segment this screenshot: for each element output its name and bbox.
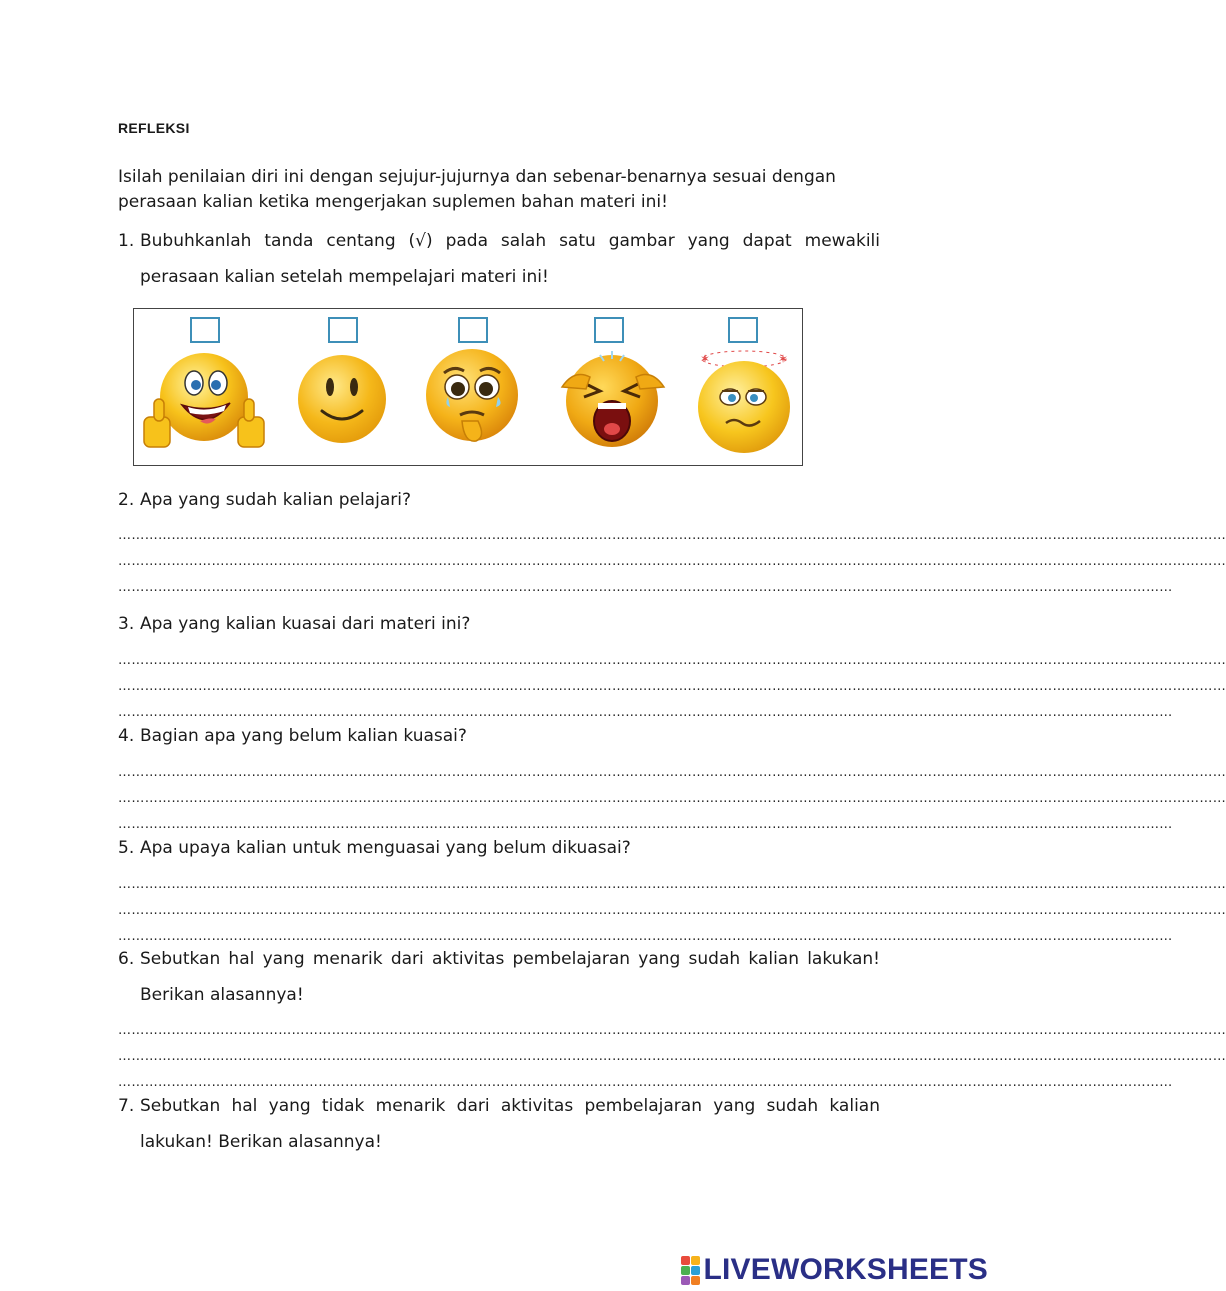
- checkbox-very-happy[interactable]: [190, 317, 220, 343]
- crying-icon: [556, 347, 670, 451]
- liveworksheets-logo: [681, 1253, 989, 1287]
- question-text: Apa yang sudah kalian pelajari?: [140, 490, 411, 510]
- question-number: 5.: [118, 838, 135, 858]
- question-number: 4.: [118, 726, 135, 746]
- question-text: Sebutkan hal yang menarik dari aktivitas pembelajaran yang sudah kalian lakukan! Berikan alasannya!: [140, 949, 880, 1005]
- answer-line[interactable]: ……………………………………………………………………………………………………………………………………………………………………………………………………………………………: [118, 528, 1226, 543]
- brand-name: LIVEWORKSHEETS: [703, 1253, 988, 1286]
- question-number: 7.: [118, 1096, 135, 1116]
- dizzy-icon: [692, 347, 796, 455]
- checkbox-pleading[interactable]: [458, 317, 488, 343]
- answer-line[interactable]: ……………………………………………………………………………………………………………………………………………………………………………………………………………………………: [118, 791, 1226, 806]
- checkbox-smile[interactable]: [328, 317, 358, 343]
- smile-icon: [294, 347, 390, 443]
- page-title: REFLEKSI: [118, 120, 190, 136]
- question-3: [118, 612, 880, 636]
- question-text: Sebutkan hal yang tidak menarik dari aktivitas pembelajaran yang sudah kalian lakukan! Berikan alasannya!: [140, 1096, 880, 1152]
- answer-line[interactable]: ……………………………………………………………………………………………………………………………………………………………………………………………………………………………: [118, 1049, 1226, 1064]
- question-text: Apa yang kalian kuasai dari materi ini?: [140, 614, 471, 634]
- answer-line[interactable]: …………………………………………………………………………………………………………………………………………………………………………………………………………………: [118, 580, 1173, 595]
- question-number: 3.: [118, 614, 135, 634]
- answer-line[interactable]: …………………………………………………………………………………………………………………………………………………………………………………………………………………: [118, 1075, 1173, 1090]
- svg-text:✶: ✶: [778, 352, 789, 366]
- answer-line[interactable]: ……………………………………………………………………………………………………………………………………………………………………………………………………………………………: [118, 1023, 1226, 1038]
- question-2: [118, 488, 880, 512]
- answer-line[interactable]: ……………………………………………………………………………………………………………………………………………………………………………………………………………………………: [118, 903, 1226, 918]
- question-number: 2.: [118, 490, 135, 510]
- logo-blocks-icon: [681, 1256, 700, 1285]
- pleading-icon: [420, 347, 524, 447]
- svg-text:✶: ✶: [700, 352, 711, 366]
- answer-line[interactable]: ……………………………………………………………………………………………………………………………………………………………………………………………………………………………: [118, 679, 1226, 694]
- question-number: 6.: [118, 949, 135, 969]
- answer-line[interactable]: …………………………………………………………………………………………………………………………………………………………………………………………………………………: [118, 929, 1173, 944]
- checkbox-dizzy[interactable]: [728, 317, 758, 343]
- question-text: Bubuhkanlah tanda centang (√) pada salah satu gambar yang dapat mewakili perasaan kalian setelah mempelajari materi ini!: [140, 231, 880, 287]
- emoji-choice-panel: [133, 308, 803, 466]
- answer-line[interactable]: …………………………………………………………………………………………………………………………………………………………………………………………………………………: [118, 817, 1173, 832]
- answer-line[interactable]: ……………………………………………………………………………………………………………………………………………………………………………………………………………………………: [118, 653, 1226, 668]
- checkbox-crying[interactable]: [594, 317, 624, 343]
- very-happy-thumbs-up-icon: [138, 347, 270, 455]
- answer-line[interactable]: ……………………………………………………………………………………………………………………………………………………………………………………………………………………………: [118, 765, 1226, 780]
- question-5: [118, 836, 880, 860]
- question-text: Bagian apa yang belum kalian kuasai?: [140, 726, 467, 746]
- answer-line[interactable]: ……………………………………………………………………………………………………………………………………………………………………………………………………………………………: [118, 554, 1226, 569]
- question-text: Apa upaya kalian untuk menguasai yang belum dikuasai?: [140, 838, 631, 858]
- answer-line[interactable]: ……………………………………………………………………………………………………………………………………………………………………………………………………………………………: [118, 877, 1226, 892]
- question-7: [118, 1088, 880, 1160]
- question-4: [118, 724, 880, 748]
- question-6: [118, 941, 880, 1013]
- intro-text: Isilah penilaian diri ini dengan sejujur-jujurnya dan sebenar-benarnya sesuai dengan perasaan kalian ketika mengerjakan suplemen bahan materi ini!: [118, 167, 836, 212]
- answer-line[interactable]: …………………………………………………………………………………………………………………………………………………………………………………………………………………: [118, 705, 1173, 720]
- question-number: 1.: [118, 231, 135, 251]
- question-1: [118, 223, 880, 295]
